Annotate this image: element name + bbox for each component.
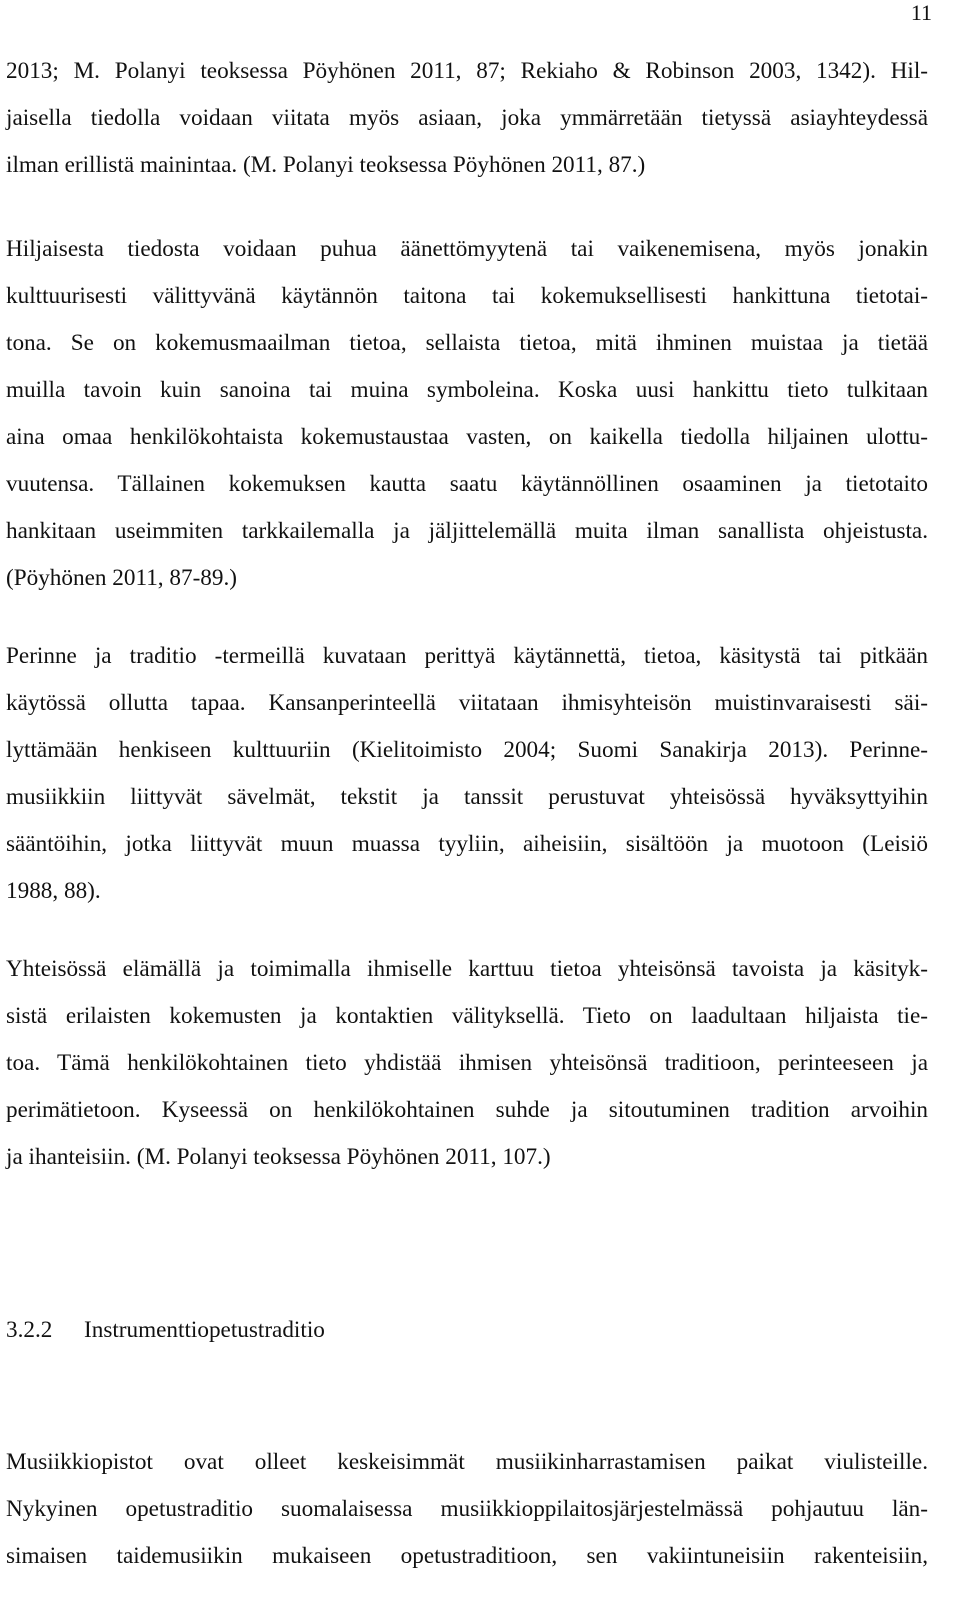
text-line: Yhteisössä elämällä ja toimimalla ihmiselle karttuu tietoa yhteisönsä tavoista ja käsityk- [6,956,928,982]
text-line: aina omaa henkilökohtaista kokemustaustaa vasten, on kaikella tiedolla hiljainen ulottu- [6,424,928,450]
text-line: lyttämään henkiseen kulttuuriin (Kielitoimisto 2004; Suomi Sanakirja 2013). Perinne- [6,737,928,763]
text-line: Hiljaisesta tiedosta voidaan puhua äänettömyytenä tai vaikenemisena, myös jonakin [6,236,928,262]
text-line: vuutensa. Tällainen kokemuksen kautta saatu käytännöllinen osaaminen ja tietotaito [6,471,928,497]
text-line: Perinne ja traditio -termeillä kuvataan perittyä käytännettä, tietoa, käsitystä tai pitkään [6,643,928,669]
text-line: muilla tavoin kuin sanoina tai muina symboleina. Koska uusi hankittu tieto tulkitaan [6,377,928,403]
text-line: Musiikkiopistot ovat olleet keskeisimmät musiikinharrastamisen paikat viulisteille. [6,1449,928,1475]
section-number: 3.2.2 [6,1317,53,1343]
text-line: perimätietoon. Kyseessä on henkilökohtainen suhde ja sitoutuminen tradition arvoihin [6,1097,928,1123]
paragraph-5 [6,1439,928,1580]
text-line: tona. Se on kokemusmaailman tietoa, sellaista tietoa, mitä ihminen muistaa ja tietää [6,330,928,356]
text-line: 2013; M. Polanyi teoksessa Pöyhönen 2011, 87; Rekiaho & Robinson 2003, 1342). Hil- [6,58,928,84]
text-line: sistä erilaisten kokemusten ja kontaktien välityksellä. Tieto on laadultaan hiljaista tie- [6,1003,928,1029]
text-line: (Pöyhönen 2011, 87-89.) [6,565,237,591]
text-line: musiikkiin liittyvät sävelmät, tekstit ja tanssit perustuvat yhteisössä hyväksyttyihin [6,784,928,810]
section-heading [6,1312,325,1348]
paragraph-1 [6,48,928,189]
text-line: 1988, 88). [6,878,101,904]
page-number: 11 [910,0,932,25]
text-line: kulttuurisesti välittyvänä käytännön taitona tai kokemuksellisesti hankittuna tietotai- [6,283,928,309]
text-line: käytössä ollutta tapaa. Kansanperinteellä viitataan ihmisyhteisön muistinvaraisesti säi- [6,690,928,716]
text-line: Nykyinen opetustraditio suomalaisessa musiikkioppilaitosjärjestelmässä pohjautuu län- [6,1496,928,1522]
paragraph-3 [6,633,928,915]
text-line: ilman erillistä mainintaa. (M. Polanyi teoksessa Pöyhönen 2011, 87.) [6,152,646,178]
text-line: simaisen taidemusiikin mukaiseen opetustraditioon, sen vakiintuneisiin rakenteisiin, [6,1543,928,1569]
text-line: toa. Tämä henkilökohtainen tieto yhdistää ihmisen yhteisönsä traditioon, perinteeseen ja [6,1050,928,1076]
text-line: jaisella tiedolla voidaan viitata myös asiaan, joka ymmärretään tietyssä asiayhteydessä [6,105,928,131]
text-line: sääntöihin, jotka liittyvät muun muassa tyyliin, aiheisiin, sisältöön ja muotoon (Leisiö [6,831,928,857]
paragraph-4 [6,946,928,1181]
section-title: Instrumenttiopetustraditio [84,1317,325,1343]
text-line: hankitaan useimmiten tarkkailemalla ja jäljittelemällä muita ilman sanallista ohjeistusta. [6,518,928,544]
text-line: ja ihanteisiin. (M. Polanyi teoksessa Pöyhönen 2011, 107.) [6,1144,551,1170]
paragraph-2 [6,226,928,602]
